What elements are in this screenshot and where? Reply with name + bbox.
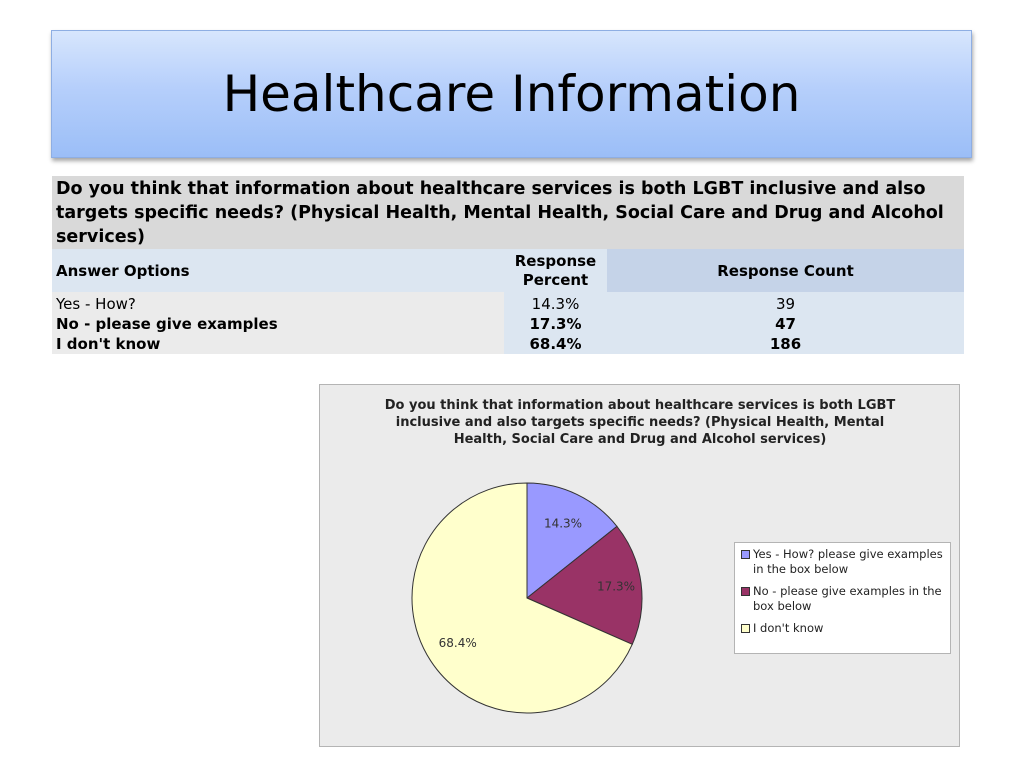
legend-label: Yes - How? please give examples in the box below <box>753 547 943 576</box>
legend-item <box>741 547 944 577</box>
chart-title: Do you think that information about healthcare services is both LGBT inclusive and also targets specific needs? (Physical Health, Mental Health, Social Care and Drug and Alcohol services) <box>384 398 896 447</box>
pie-chart-panel <box>319 384 960 747</box>
question-row <box>52 176 964 249</box>
count-cell: 186 <box>607 334 964 354</box>
header-row <box>52 249 964 292</box>
header-percent-line1: Response <box>514 251 597 270</box>
header-response-count: Response Count <box>607 249 964 292</box>
percent-cell: 14.3% <box>504 292 607 314</box>
legend-swatch <box>741 587 750 596</box>
percent-cell: 68.4% <box>504 334 607 354</box>
count-cell: 39 <box>607 292 964 314</box>
answer-cell: Yes - How? <box>52 292 504 314</box>
answer-cell: I don't know <box>52 334 504 354</box>
header-answer-options: Answer Options <box>52 249 504 292</box>
title-banner <box>51 30 972 158</box>
legend-swatch <box>741 624 750 633</box>
percent-cell: 17.3% <box>504 314 607 334</box>
table-row <box>52 292 964 314</box>
legend-label: No - please give examples in the box below <box>753 584 942 613</box>
header-response-percent <box>504 249 607 292</box>
legend-item <box>741 584 944 614</box>
table-row <box>52 314 964 334</box>
legend-label: I don't know <box>753 621 824 635</box>
question-text: Do you think that information about healthcare services is both LGBT inclusive and also targets specific needs? (Physical Health, Mental Health, Social Care and Drug and Alcohol services) <box>52 176 964 249</box>
count-cell: 47 <box>607 314 964 334</box>
slide-title: Healthcare Information <box>222 65 801 123</box>
header-percent-line2: Percent <box>522 270 589 289</box>
legend-swatch <box>741 550 750 559</box>
pie-data-label-3: 68.4% <box>438 636 477 651</box>
chart-legend <box>734 542 951 654</box>
answer-cell: No - please give examples <box>52 314 504 334</box>
pie-data-label-1: 14.3% <box>543 516 583 531</box>
pie-data-label-2: 17.3% <box>596 579 636 594</box>
survey-table <box>52 176 964 354</box>
legend-item <box>741 621 944 636</box>
table-row <box>52 334 964 354</box>
